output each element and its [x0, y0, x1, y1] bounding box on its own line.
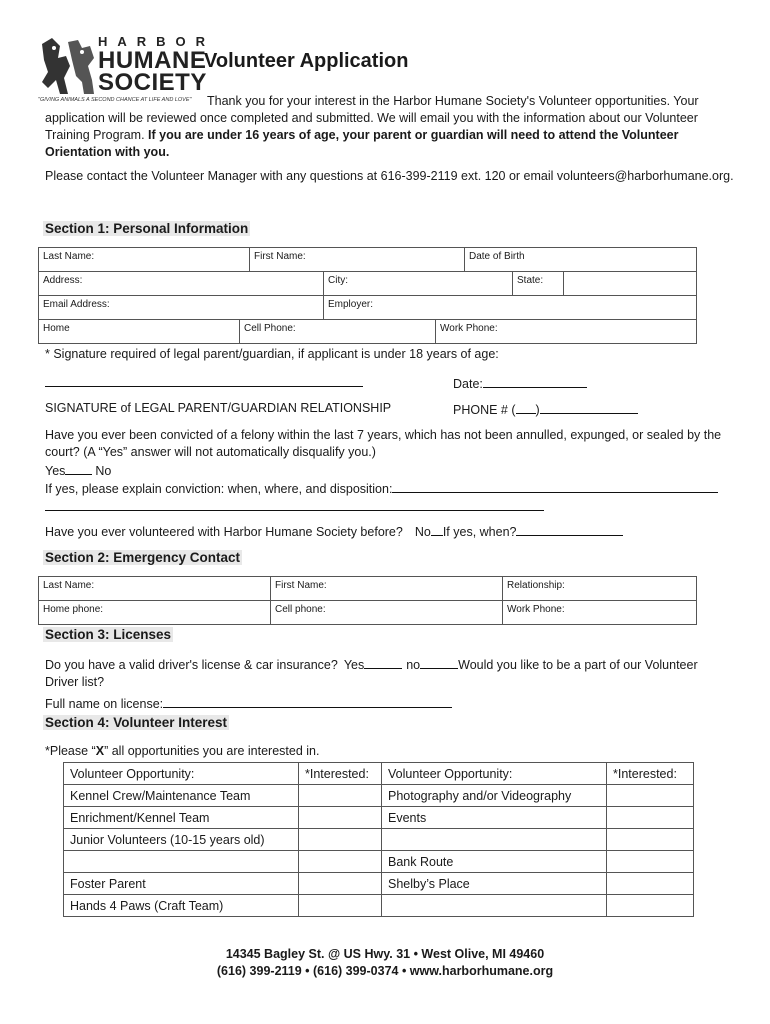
ec-first-name-field[interactable]: First Name: [271, 577, 503, 601]
interested-left-1[interactable] [299, 785, 382, 807]
dob-field[interactable]: Date of Birth [465, 248, 697, 272]
contact-line: Please contact the Volunteer Manager with any questions at 616-399-2119 ext. 120 or email volunteers@harborhumane.org. [45, 169, 734, 183]
opportunity-left-6: Hands 4 Paws (Craft Team) [64, 895, 299, 917]
personal-info-row2 [38, 271, 697, 296]
license-q-end: Would you like to be a part of our Volunteer [458, 658, 698, 672]
ec-work-phone-field[interactable]: Work Phone: [503, 601, 697, 625]
license-no-label: no [406, 658, 421, 672]
felony-explain-line-2[interactable] [45, 510, 544, 511]
opportunity-right-4: Bank Route [382, 851, 607, 873]
address-field[interactable]: Address: [39, 272, 324, 296]
footer-phones-web: (616) 399-2119 • (616) 399-0374 • www.harborhumane.org [216, 964, 554, 978]
dog-cat-silhouette-icon [38, 36, 96, 96]
page-title: Volunteer Application [204, 50, 409, 72]
prior-volunteer [45, 522, 623, 541]
intro-paragraph [45, 93, 715, 161]
signature-line[interactable] [45, 386, 363, 387]
work-phone-field[interactable]: Work Phone: [436, 320, 697, 344]
phone-close: ) [535, 403, 540, 417]
interested-left-5[interactable] [299, 873, 382, 895]
last-name-field[interactable]: Last Name: [39, 248, 250, 272]
interested-right-6[interactable] [607, 895, 694, 917]
email-field[interactable]: Email Address: [39, 296, 324, 320]
header-opportunity-left: Volunteer Opportunity: [64, 763, 299, 785]
prior-when-label: If yes, when? [442, 525, 517, 539]
emergency-contact-table [38, 576, 697, 625]
license-q-line2: Driver list? [45, 675, 105, 689]
personal-info-row1 [38, 247, 697, 272]
interested-left-2[interactable] [299, 807, 382, 829]
logo-society: SOCIETY [98, 69, 207, 96]
city-field[interactable]: City: [324, 272, 513, 296]
interested-right-2[interactable] [607, 807, 694, 829]
felony-question: Have you ever been convicted of a felony within the last 7 years, which has not been annulled, expunged, or sealed by the court? (A “Yes” answer will not automatically disqualify you.) [45, 428, 722, 459]
opportunity-left-5: Foster Parent [64, 873, 299, 895]
felony-explain [45, 479, 718, 498]
logo-tagline: "GIVING ANIMALS A SECOND CHANCE AT LIFE AND LOVE" [38, 97, 192, 103]
interested-left-4[interactable] [299, 851, 382, 873]
license-question [45, 655, 735, 691]
area-code-line[interactable] [516, 400, 536, 414]
opportunity-right-2: Events [382, 807, 607, 829]
header-interested-left: *Interested: [299, 763, 382, 785]
prior-question: Have you ever volunteered with Harbor Humane Society before? [45, 525, 403, 539]
signature-label: SIGNATURE of LEGAL PARENT/GUARDIAN RELATIONSHIP [45, 401, 392, 415]
interested-right-4[interactable] [607, 851, 694, 873]
footer [0, 946, 770, 980]
ec-relationship-field[interactable]: Relationship: [503, 577, 697, 601]
first-name-field[interactable]: First Name: [250, 248, 465, 272]
intro-bold-text: If you are under 16 years of age, your parent or guardian will need to attend the Volunteer Orientation with you. [45, 128, 679, 159]
interested-right-3[interactable] [607, 829, 694, 851]
phone-number-line[interactable] [540, 400, 638, 414]
state-value-field[interactable] [564, 272, 697, 296]
instruction-post: ” all opportunities you are interested in. [104, 744, 320, 758]
license-yes-label: Yes [343, 658, 365, 672]
personal-info-row3 [38, 295, 697, 320]
prior-when-line[interactable] [516, 522, 623, 536]
ec-cell-phone-field[interactable]: Cell phone: [271, 601, 503, 625]
opportunity-right-6 [382, 895, 607, 917]
full-name-license [45, 694, 452, 713]
state-field[interactable]: State: [513, 272, 564, 296]
guardian-phone [453, 400, 638, 419]
felony-explain-label: If yes, please explain conviction: when, where, and disposition: [45, 482, 393, 496]
prior-no-label: No [414, 525, 431, 539]
section3-heading: Section 3: Licenses [45, 627, 172, 642]
section4-heading: Section 4: Volunteer Interest [45, 715, 228, 730]
felony-explain-line[interactable] [392, 479, 718, 493]
interested-right-1[interactable] [607, 785, 694, 807]
signature-date [453, 374, 587, 393]
opportunity-right-3 [382, 829, 607, 851]
opportunity-left-1: Kennel Crew/Maintenance Team [64, 785, 299, 807]
instruction-pre: *Please “ [45, 744, 96, 758]
full-name-line[interactable] [163, 694, 452, 708]
section2-heading: Section 2: Emergency Contact [45, 550, 241, 565]
opportunity-right-5: Shelby’s Place [382, 873, 607, 895]
opportunity-left-2: Enrichment/Kennel Team [64, 807, 299, 829]
logo-humane: HUMANE [98, 47, 207, 74]
section1-heading: Section 1: Personal Information [45, 221, 249, 236]
prior-no-line[interactable] [431, 522, 443, 536]
instruction-x: X [95, 744, 105, 758]
opportunity-left-4 [64, 851, 299, 873]
intro-text: Thank you for your interest in the Harbor Humane Society's Volunteer opportunities. Your application will be reviewed once completed and submitted. We will email you with the information about our Volunteer Training Program. [45, 94, 699, 142]
felony-yes-label: Yes [45, 464, 66, 478]
employer-field[interactable]: Employer: [324, 296, 697, 320]
license-q-start: Do you have a valid driver's license & car insurance? [45, 658, 338, 672]
interested-right-5[interactable] [607, 873, 694, 895]
signature-note: * Signature required of legal parent/guardian, if applicant is under 18 years of age: [45, 347, 499, 361]
ec-home-phone-field[interactable]: Home phone: [39, 601, 271, 625]
footer-address: 14345 Bagley St. @ US Hwy. 31 • West Olive, MI 49460 [225, 947, 545, 961]
ec-last-name-field[interactable]: Last Name: [39, 577, 271, 601]
felony-yes-line[interactable] [65, 461, 92, 475]
phone-label: PHONE # ( [453, 403, 516, 417]
personal-info-row4 [38, 319, 697, 344]
full-name-label: Full name on license: [45, 697, 164, 711]
felony-answer [45, 461, 111, 480]
logo-harbor: HARBOR [98, 34, 216, 49]
license-yes-line[interactable] [364, 655, 402, 669]
opportunity-right-1: Photography and/or Videography [382, 785, 607, 807]
section4-instruction [45, 743, 319, 760]
felony-no-label: No [95, 464, 112, 478]
date-label: Date: [453, 377, 483, 391]
header-interested-right: *Interested: [607, 763, 694, 785]
interested-left-6[interactable] [299, 895, 382, 917]
interested-left-3[interactable] [299, 829, 382, 851]
header-opportunity-right: Volunteer Opportunity: [382, 763, 607, 785]
cell-phone-field[interactable]: Cell Phone: [240, 320, 436, 344]
date-line[interactable] [483, 374, 587, 388]
opportunity-left-3: Junior Volunteers (10-15 years old) [64, 829, 299, 851]
home-phone-field[interactable]: Home [39, 320, 240, 344]
volunteer-interest-table [63, 762, 694, 917]
license-no-line[interactable] [420, 655, 458, 669]
